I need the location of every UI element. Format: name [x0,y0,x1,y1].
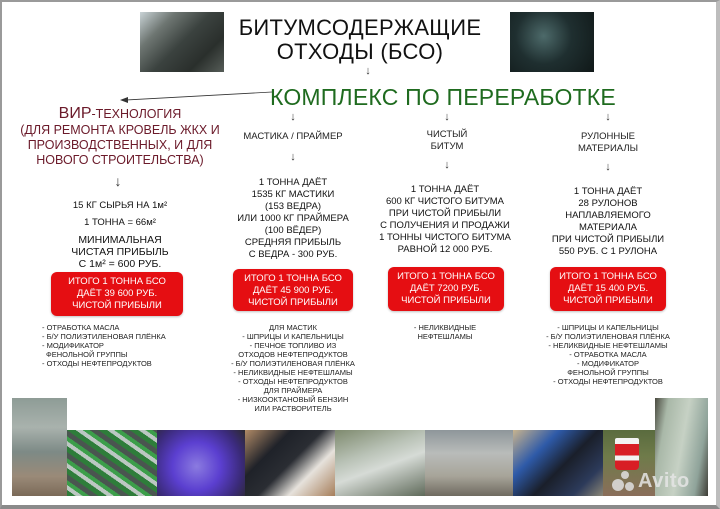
total-line: ИТОГО 1 ТОННА БСО [559,271,657,282]
body-line: ПРИ ЧИСТОЙ ПРИБЫЛИ [551,234,665,245]
arrow-down-icon: ↓ [444,111,450,123]
body-line: 1 ТОННЫ ЧИСТОГО БИТУМА [379,232,511,243]
input-item: ИЛИ РАСТВОРИТЕЛЬ [254,404,332,413]
input-item: - НЕЛИКВИДНЫЕ НЕФТЕШЛАМЫ [548,341,668,350]
column-heading-line: БИТУМ [430,141,464,152]
arrow-down-icon: ↓ [365,65,371,77]
body-line: 600 КГ ЧИСТОГО БИТУМА [385,196,505,207]
body-line: С ВЕДРА - 300 РУБ. [248,249,338,260]
input-item: - ШПРИЦЫ И КАПЕЛЬНИЦЫ [242,332,344,341]
page-title [220,16,500,64]
total-line: ДАЁТ 45 900 РУБ. [252,285,334,296]
column-heading-mastic [228,131,358,143]
total-line: ИТОГО 1 ТОННА БСО [68,276,166,287]
mastic-total-box [233,269,353,311]
input-item: - НЕЛИКВИДНЫЕ НЕФТЕШЛАМЫ [233,368,353,377]
total-line: ИТОГО 1 ТОННА БСО [397,271,495,282]
total-line: ЧИСТОЙ ПРИБЫЛИ [72,300,162,311]
input-item: ОТХОДОВ НЕФТЕПРОДУКТОВ [238,350,348,359]
bucket-shape [615,438,639,470]
column-heading-line: МАТЕРИАЛЫ [577,143,638,154]
arrow-down-icon: ↓ [114,173,122,189]
input-item: ДЛЯ МАСТИК [268,323,318,332]
vir-subtitle-3: НОВОГО СТРОИТЕЛЬСТВА) [36,153,204,167]
column-body-bitumen [370,184,520,256]
body-line: (153 ВЕДРА) [265,201,321,212]
vir-body-line: 1 ТОННА = 66м² [84,217,156,228]
body-line: РАВНОЙ 12 000 РУБ. [397,244,493,255]
avito-logo-icon [612,471,634,493]
body-line: 1 ТОННА ДАЁТ [258,177,328,188]
body-line: 1 ТОННА ДАЁТ [410,184,480,195]
column-heading-line: МАСТИКА / ПРАЙМЕР [243,131,343,142]
input-item: - ОТХОДЫ НЕФТЕПРОДУКТОВ [553,377,663,386]
complex-heading: КОМПЛЕКС ПО ПЕРЕРАБОТКЕ [270,84,616,110]
avito-watermark [612,470,690,493]
input-item: - Б/У ПОЛИЭТИЛЕНОВАЯ ПЛЁНКА [546,332,670,341]
rolled-inputs-list [538,323,678,386]
body-line: 28 РУЛОНОВ [578,198,638,209]
input-item: - Б/У ПОЛИЭТИЛЕНОВАЯ ПЛЁНКА [231,359,355,368]
photo-roll-materials [513,430,603,496]
input-item: ФЕНОЛЬНОЙ ГРУППЫ [46,350,128,359]
input-item: ФЕНОЛЬНОЙ ГРУППЫ [567,368,649,377]
input-item: - МОДИФИКАТОР [42,341,104,350]
total-line: ИТОГО 1 ТОННА БСО [244,273,342,284]
input-item: - ОТХОДЫ НЕФТЕПРОДУКТОВ [238,377,348,386]
title-line-2: ОТХОДЫ (БСО) [276,39,444,64]
input-item: ДЛЯ ПРАЙМЕРА [263,386,323,395]
input-item: - ОТРАБОТКА МАСЛА [42,323,120,332]
input-item: - ПЕЧНОЕ ТОПЛИВО ИЗ [249,341,337,350]
body-line: ИЛИ 1000 КГ ПРАЙМЕРА [237,213,349,224]
total-line: ЧИСТОЙ ПРИБЫЛИ [248,297,338,308]
total-line: ДАЁТ 39 600 РУБ. [76,288,158,299]
avito-wordmark: Avito [638,470,690,492]
total-line: ЧИСТОЙ ПРИБЫЛИ [401,295,491,306]
vir-body-line: 15 КГ СЫРЬЯ НА 1м² [72,200,168,211]
input-item: - НИЗКООКТАНОВЫЙ БЕНЗИН [237,395,349,404]
body-line: ПРИ ЧИСТОЙ ПРИБЫЛИ [388,208,502,219]
body-line: СРЕДНЯЯ ПРИБЫЛЬ [244,237,342,248]
vir-title-main: ВИР [58,105,92,122]
vir-subtitle-1: (ДЛЯ РЕМОНТА КРОВЕЛЬ ЖКХ И [20,123,220,137]
column-heading-bitumen [397,129,497,153]
input-item: - ШПРИЦЫ И КАПЕЛЬНИЦЫ [557,323,659,332]
input-item: - МОДИФИКАТОР [577,359,639,368]
column-heading-rolled [558,131,658,155]
input-item: - ОТХОДЫ НЕФТЕПРОДУКТОВ [42,359,152,368]
total-line: ДАЁТ 15 400 РУБ. [567,283,649,294]
body-line: (100 ВЁДЕР) [264,225,322,236]
input-item: - ОТРАБОТКА МАСЛА [569,350,647,359]
photo-bitumen-waste-pile [140,12,224,72]
photo-purple-bags [157,430,245,496]
body-line: МАТЕРИАЛА [579,222,637,233]
vir-body-line: МИНИМАЛЬНАЯ [78,234,162,246]
total-line: ДАЁТ 7200 РУБ. [409,283,483,294]
vir-technology-section [0,105,240,168]
photo-oil-waste-ground [12,398,67,496]
vir-body-line: ЧИСТАЯ ПРИБЫЛЬ [71,246,169,258]
bitumen-total-box [388,267,504,311]
arrow-down-icon: ↓ [605,161,611,173]
vir-body-line: С 1м² = 600 РУБ. [78,258,162,270]
mastic-inputs-list [218,323,368,413]
photo-oil-canisters [245,430,335,496]
title-line-1: БИТУМСОДЕРЖАЩИЕ [238,15,482,40]
bitumen-inputs-list [400,323,490,341]
photo-warehouse-bags [425,430,513,496]
vir-title [0,105,240,123]
column-heading-line: РУЛОННЫЕ [581,131,635,142]
photo-dark-bitumen [510,12,594,72]
vir-body [40,200,200,270]
photo-syringes [67,430,157,496]
arrow-down-icon: ↓ [290,151,296,163]
arrow-down-icon: ↓ [605,111,611,123]
body-line: НАПЛАВЛЯЕМОГО [565,210,651,221]
input-item: - НЕЛИКВИДНЫЕ [413,323,477,332]
arrow-down-icon: ↓ [444,159,450,171]
arrow-down-icon: ↓ [290,111,296,123]
total-line: ЧИСТОЙ ПРИБЫЛИ [563,295,653,306]
vir-total-box [51,272,183,316]
rolled-total-box [550,267,666,311]
column-body-mastic [223,177,363,261]
input-item: - Б/У ПОЛИЭТИЛЕНОВАЯ ПЛЁНКА [42,332,166,341]
vir-title-suffix: -ТЕХНОЛОГИЯ [91,107,182,121]
column-body-rolled [540,186,676,258]
body-line: 550 РУБ. С 1 РУЛОНА [558,246,658,257]
photo-plastic-film [335,430,425,496]
vir-inputs-list [42,323,202,368]
body-line: 1535 КГ МАСТИКИ [251,189,335,200]
input-item: НЕФТЕШЛАМЫ [417,332,473,341]
column-heading-line: ЧИСТЫЙ [426,129,468,140]
arrow-left-icon [118,88,274,104]
vir-subtitle-2: ПРОИЗВОДСТВЕННЫХ, И ДЛЯ [27,138,213,152]
body-line: 1 ТОННА ДАЁТ [573,186,643,197]
body-line: С ПОЛУЧЕНИЯ И ПРОДАЖИ [380,220,510,231]
